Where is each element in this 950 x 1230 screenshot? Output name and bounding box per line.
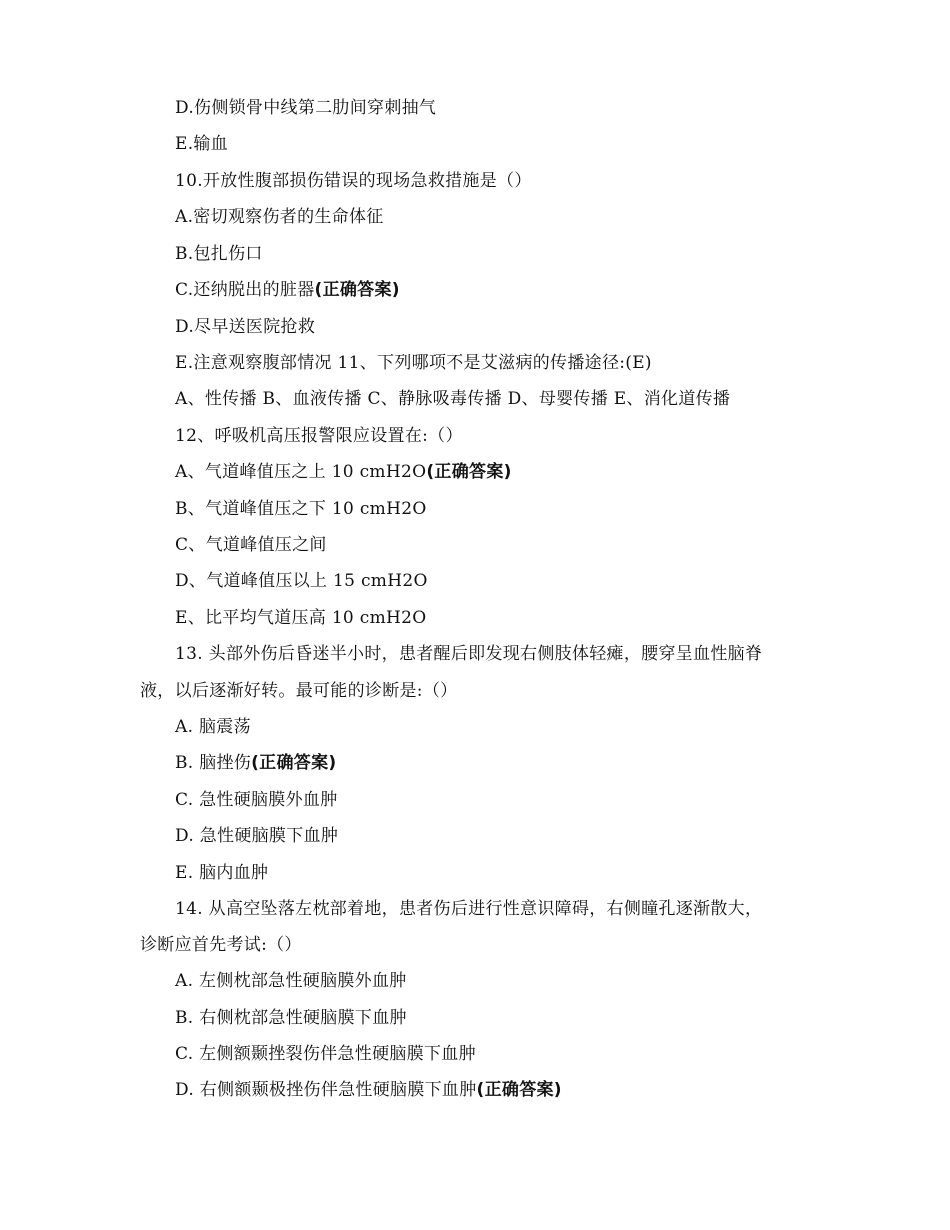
text-line (175, 898, 762, 920)
text-line (175, 243, 263, 265)
text-line (175, 388, 730, 410)
line-text: C.还纳脱出的脏器 (175, 280, 315, 300)
text-line (175, 570, 428, 592)
text-line (175, 498, 427, 520)
line-text: 13. 头部外伤后昏迷半小时，患者醒后即发现右侧肢体轻瘫，腰穿呈血性脑脊 (175, 644, 763, 664)
text-line (175, 607, 426, 629)
line-text: A. 脑震荡 (175, 717, 251, 737)
line-text: E. 脑内血肿 (175, 863, 269, 883)
text-line (175, 206, 384, 228)
line-text: 液，以后逐渐好转。最可能的诊断是:（） (140, 681, 458, 701)
correct-answer-tag: (正确答案) (251, 753, 337, 773)
line-text: A. 左侧枕部急性硬脑膜外血肿 (175, 971, 407, 991)
text-line (175, 862, 268, 884)
correct-answer-tag: (正确答案) (476, 1080, 562, 1100)
text-line (175, 789, 338, 811)
text-line (140, 934, 302, 956)
text-line (175, 133, 228, 155)
line-text: D.尽早送医院抢救 (175, 317, 316, 337)
text-line (175, 170, 532, 192)
line-text: C、气道峰值压之间 (175, 535, 327, 555)
line-text: 14. 从高空坠落左枕部着地，患者伤后进行性意识障碍，右侧瞳孔逐渐散大， (175, 899, 763, 919)
line-text: D.伤侧锁骨中线第二肋间穿刺抽气 (175, 98, 437, 118)
line-text: E、比平均气道压高 10 cmH2O (175, 608, 427, 628)
text-line (175, 643, 762, 665)
text-line (175, 970, 407, 992)
text-line (175, 425, 463, 447)
text-line (175, 825, 338, 847)
line-text: D、气道峰值压以上 15 cmH2O (175, 571, 428, 591)
line-text: 诊断应首先考试:（） (140, 935, 302, 955)
line-text: B、气道峰值压之下 10 cmH2O (175, 499, 427, 519)
text-line (175, 97, 436, 119)
line-text: B. 右侧枕部急性硬脑膜下血肿 (175, 1008, 407, 1028)
line-text: B. 脑挫伤 (175, 753, 252, 773)
line-text: D. 急性硬脑膜下血肿 (175, 826, 339, 846)
line-text: 12、呼吸机高压报警限应设置在:（） (175, 426, 463, 446)
text-line (175, 1079, 562, 1101)
text-line (175, 1043, 476, 1065)
text-line (175, 461, 512, 483)
line-text: 10.开放性腹部损伤错误的现场急救措施是（） (175, 171, 532, 191)
line-text: A、气道峰值压之上 10 cmH2O (175, 462, 427, 482)
line-text: D. 右侧额颞极挫伤伴急性硬脑膜下血肿 (175, 1080, 477, 1100)
text-line (175, 316, 315, 338)
text-line (175, 352, 652, 374)
text-line (175, 752, 336, 774)
line-text: C. 急性硬脑膜外血肿 (175, 790, 338, 810)
correct-answer-tag: (正确答案) (426, 462, 512, 482)
line-text: B.包扎伤口 (175, 244, 263, 264)
line-text: A、性传播 B、血液传播 C、静脉吸毒传播 D、母婴传播 E、消化道传播 (175, 389, 731, 409)
line-text: E.注意观察腹部情况 11、下列哪项不是艾滋病的传播途径:(E) (175, 353, 652, 373)
text-line (175, 279, 400, 301)
text-line (175, 534, 327, 556)
correct-answer-tag: (正确答案) (314, 280, 400, 300)
line-text: C. 左侧额颞挫裂伤伴急性硬脑膜下血肿 (175, 1044, 476, 1064)
text-line (140, 680, 457, 702)
line-text: A.密切观察伤者的生命体征 (175, 207, 384, 227)
text-line (175, 1007, 407, 1029)
text-line (175, 716, 251, 738)
line-text: E.输血 (175, 134, 229, 154)
